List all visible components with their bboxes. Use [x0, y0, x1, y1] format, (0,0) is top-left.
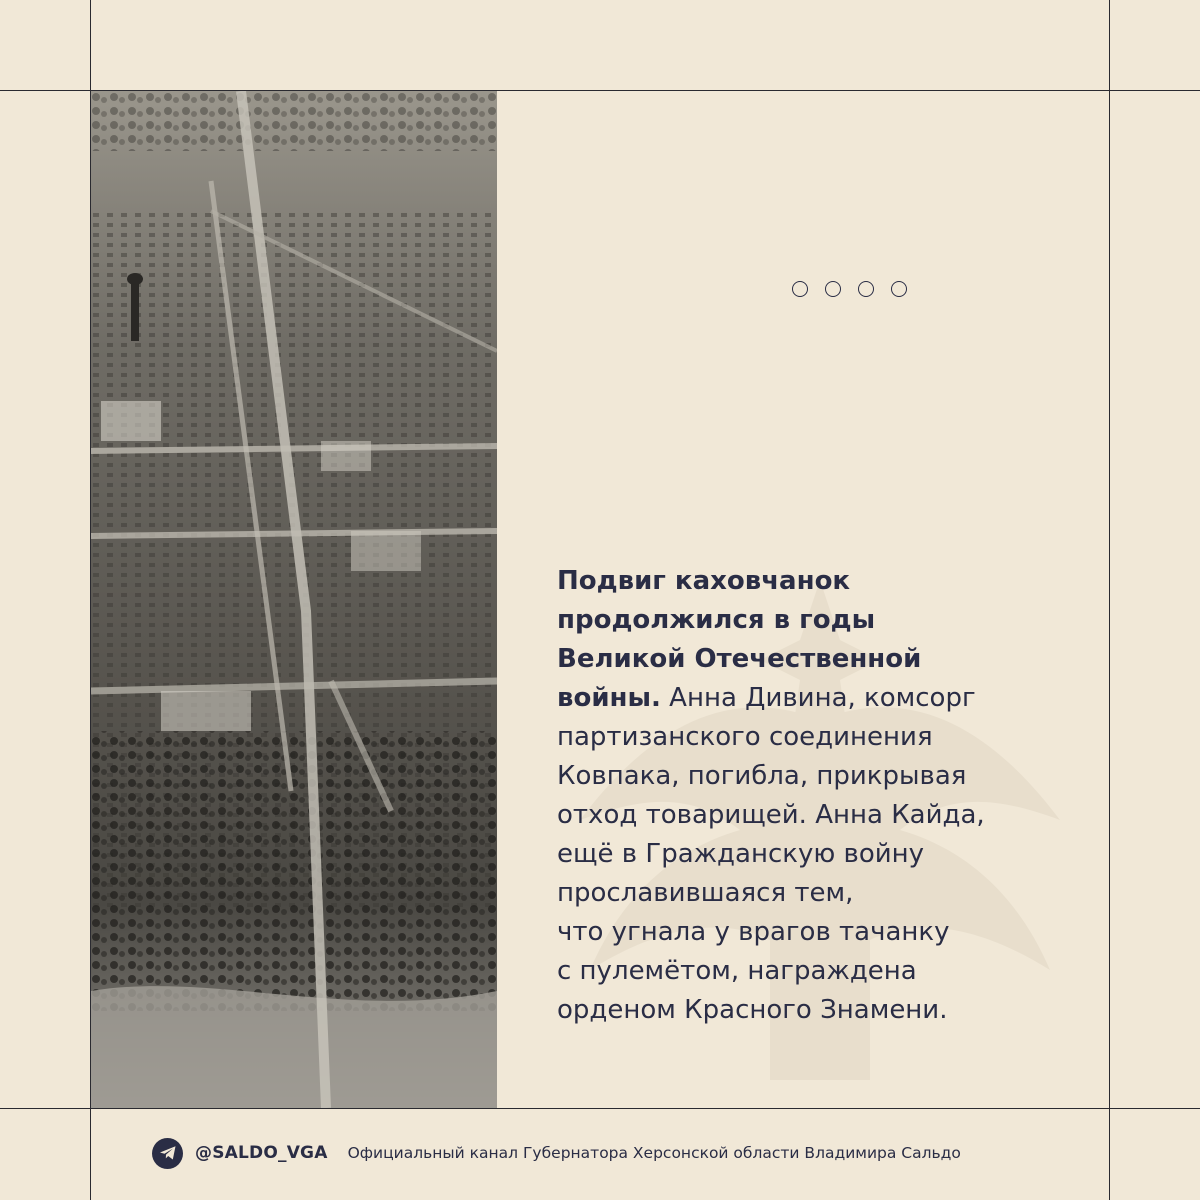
story-body-line: отход товарищей. Анна Кайда, — [557, 800, 985, 830]
archival-aerial-photo — [91, 91, 497, 1108]
footer — [152, 1137, 961, 1169]
aerial-city-photo-icon — [91, 91, 497, 1108]
pagination-dot[interactable] — [891, 281, 907, 297]
channel-handle-link[interactable]: @SALDO_VGA — [195, 1143, 328, 1163]
pagination-dot[interactable] — [792, 281, 808, 297]
pagination-dot[interactable] — [858, 281, 874, 297]
pagination-dot[interactable] — [825, 281, 841, 297]
channel-caption: Официальный канал Губернатора Херсонской области Владимира Сальдо — [347, 1144, 961, 1162]
story-lead-line: войны. — [557, 683, 661, 713]
story-lead-line: Великой Отечественной — [557, 644, 922, 674]
story-body-line: Анна Дивина, комсорг — [669, 683, 976, 713]
story-lead-line: продолжился в годы — [557, 605, 876, 635]
story-body-line: Ковпака, погибла, прикрывая — [557, 761, 967, 791]
telegram-icon[interactable] — [152, 1138, 183, 1169]
story-body-line: ещё в Гражданскую войну — [557, 839, 925, 869]
story-text — [557, 562, 1077, 1030]
story-body-line: орденом Красного Знамени. — [557, 995, 948, 1025]
story-body-line: партизанского соединения — [557, 722, 933, 752]
story-body-line: что угнала у врагов тачанку — [557, 917, 950, 947]
story-lead-line: Подвиг каховчанок — [557, 566, 851, 596]
pagination-dots — [792, 281, 907, 297]
story-body-line: с пулемётом, награждена — [557, 956, 917, 986]
story-body-line: прославившаяся тем, — [557, 878, 854, 908]
